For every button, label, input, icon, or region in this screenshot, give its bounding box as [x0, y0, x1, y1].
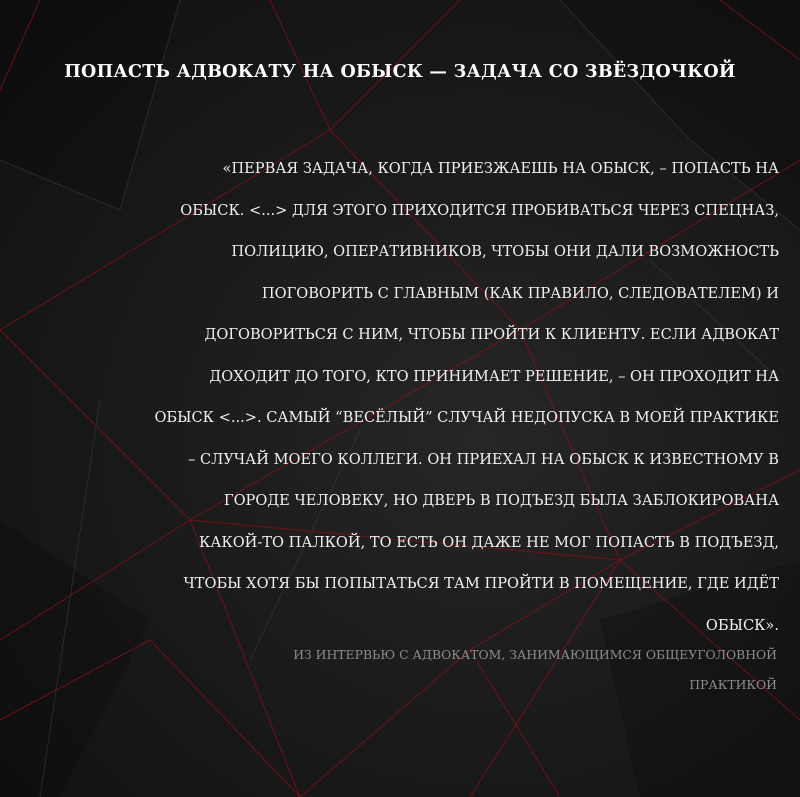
- source-line: ИЗ ИНТЕРВЬЮ С АДВОКАТОМ, ЗАНИМАЮЩИМСЯ ОБЩЕУГОЛОВНОЙ: [293, 647, 777, 662]
- quote-line: ОБЫСК. <...> ДЛЯ ЭТОГО ПРИХОДИТСЯ ПРОБИВАТЬСЯ ЧЕРЕЗ СПЕЦНАЗ,: [180, 201, 779, 219]
- quote-source: [160, 640, 777, 700]
- quote-line: ПОЛИЦИЮ, ОПЕРАТИВНИКОВ, ЧТОБЫ ОНИ ДАЛИ ВОЗМОЖНОСТЬ: [231, 243, 779, 260]
- quote-line: – СЛУЧАЙ МОЕГО КОЛЛЕГИ. ОН ПРИЕХАЛ НА ОБЫСК К ИЗВЕСТНОМУ В: [188, 450, 779, 468]
- quote-line: ОБЫСК <...>. САМЫЙ “ВЕСЁЛЫЙ” СЛУЧАЙ НЕДОПУСКА В МОЕЙ ПРАКТИКЕ: [154, 409, 779, 426]
- quote-line: ЧТОБЫ ХОТЯ БЫ ПОПЫТАТЬСЯ ТАМ ПРОЙТИ В ПОМЕЩЕНИЕ, ГДЕ ИДЁТ: [183, 575, 779, 592]
- quote-line: ОБЫСК».: [705, 616, 779, 634]
- quote-line: ГОРОДЕ ЧЕЛОВЕКУ, НО ДВЕРЬ В ПОДЪЕЗД БЫЛА ЗАБЛОКИРОВАНА: [223, 492, 779, 509]
- quote-line: ДОХОДИТ ДО ТОГО, КТО ПРИНИМАЕТ РЕШЕНИЕ, – ОН ПРОХОДИТ НА: [209, 367, 779, 385]
- quote-line: ДОГОВОРИТЬСЯ С НИМ, ЧТОБЫ ПРОЙТИ К КЛИЕНТУ. ЕСЛИ АДВОКАТ: [204, 326, 779, 343]
- quote-line: КАКОЙ-ТО ПАЛКОЙ, ТО ЕСТЬ ОН ДАЖЕ НЕ МОГ ПОПАСТЬ В ПОДЪЕЗД,: [199, 533, 779, 551]
- source-line: ПРАКТИКОЙ: [689, 677, 777, 692]
- quote-text: [48, 148, 779, 646]
- quote-line: «ПЕРВАЯ ЗАДАЧА, КОГДА ПРИЕЗЖАЕШЬ НА ОБЫСК, – ПОПАСТЬ НА: [222, 160, 779, 177]
- poster-title: ПОПАСТЬ АДВОКАТУ НА ОБЫСК — ЗАДАЧА СО ЗВЁЗДОЧКОЙ: [64, 62, 736, 82]
- quote-line: ПОГОВОРИТЬ С ГЛАВНЫМ (КАК ПРАВИЛО, СЛЕДОВАТЕЛЕМ) И: [261, 284, 779, 302]
